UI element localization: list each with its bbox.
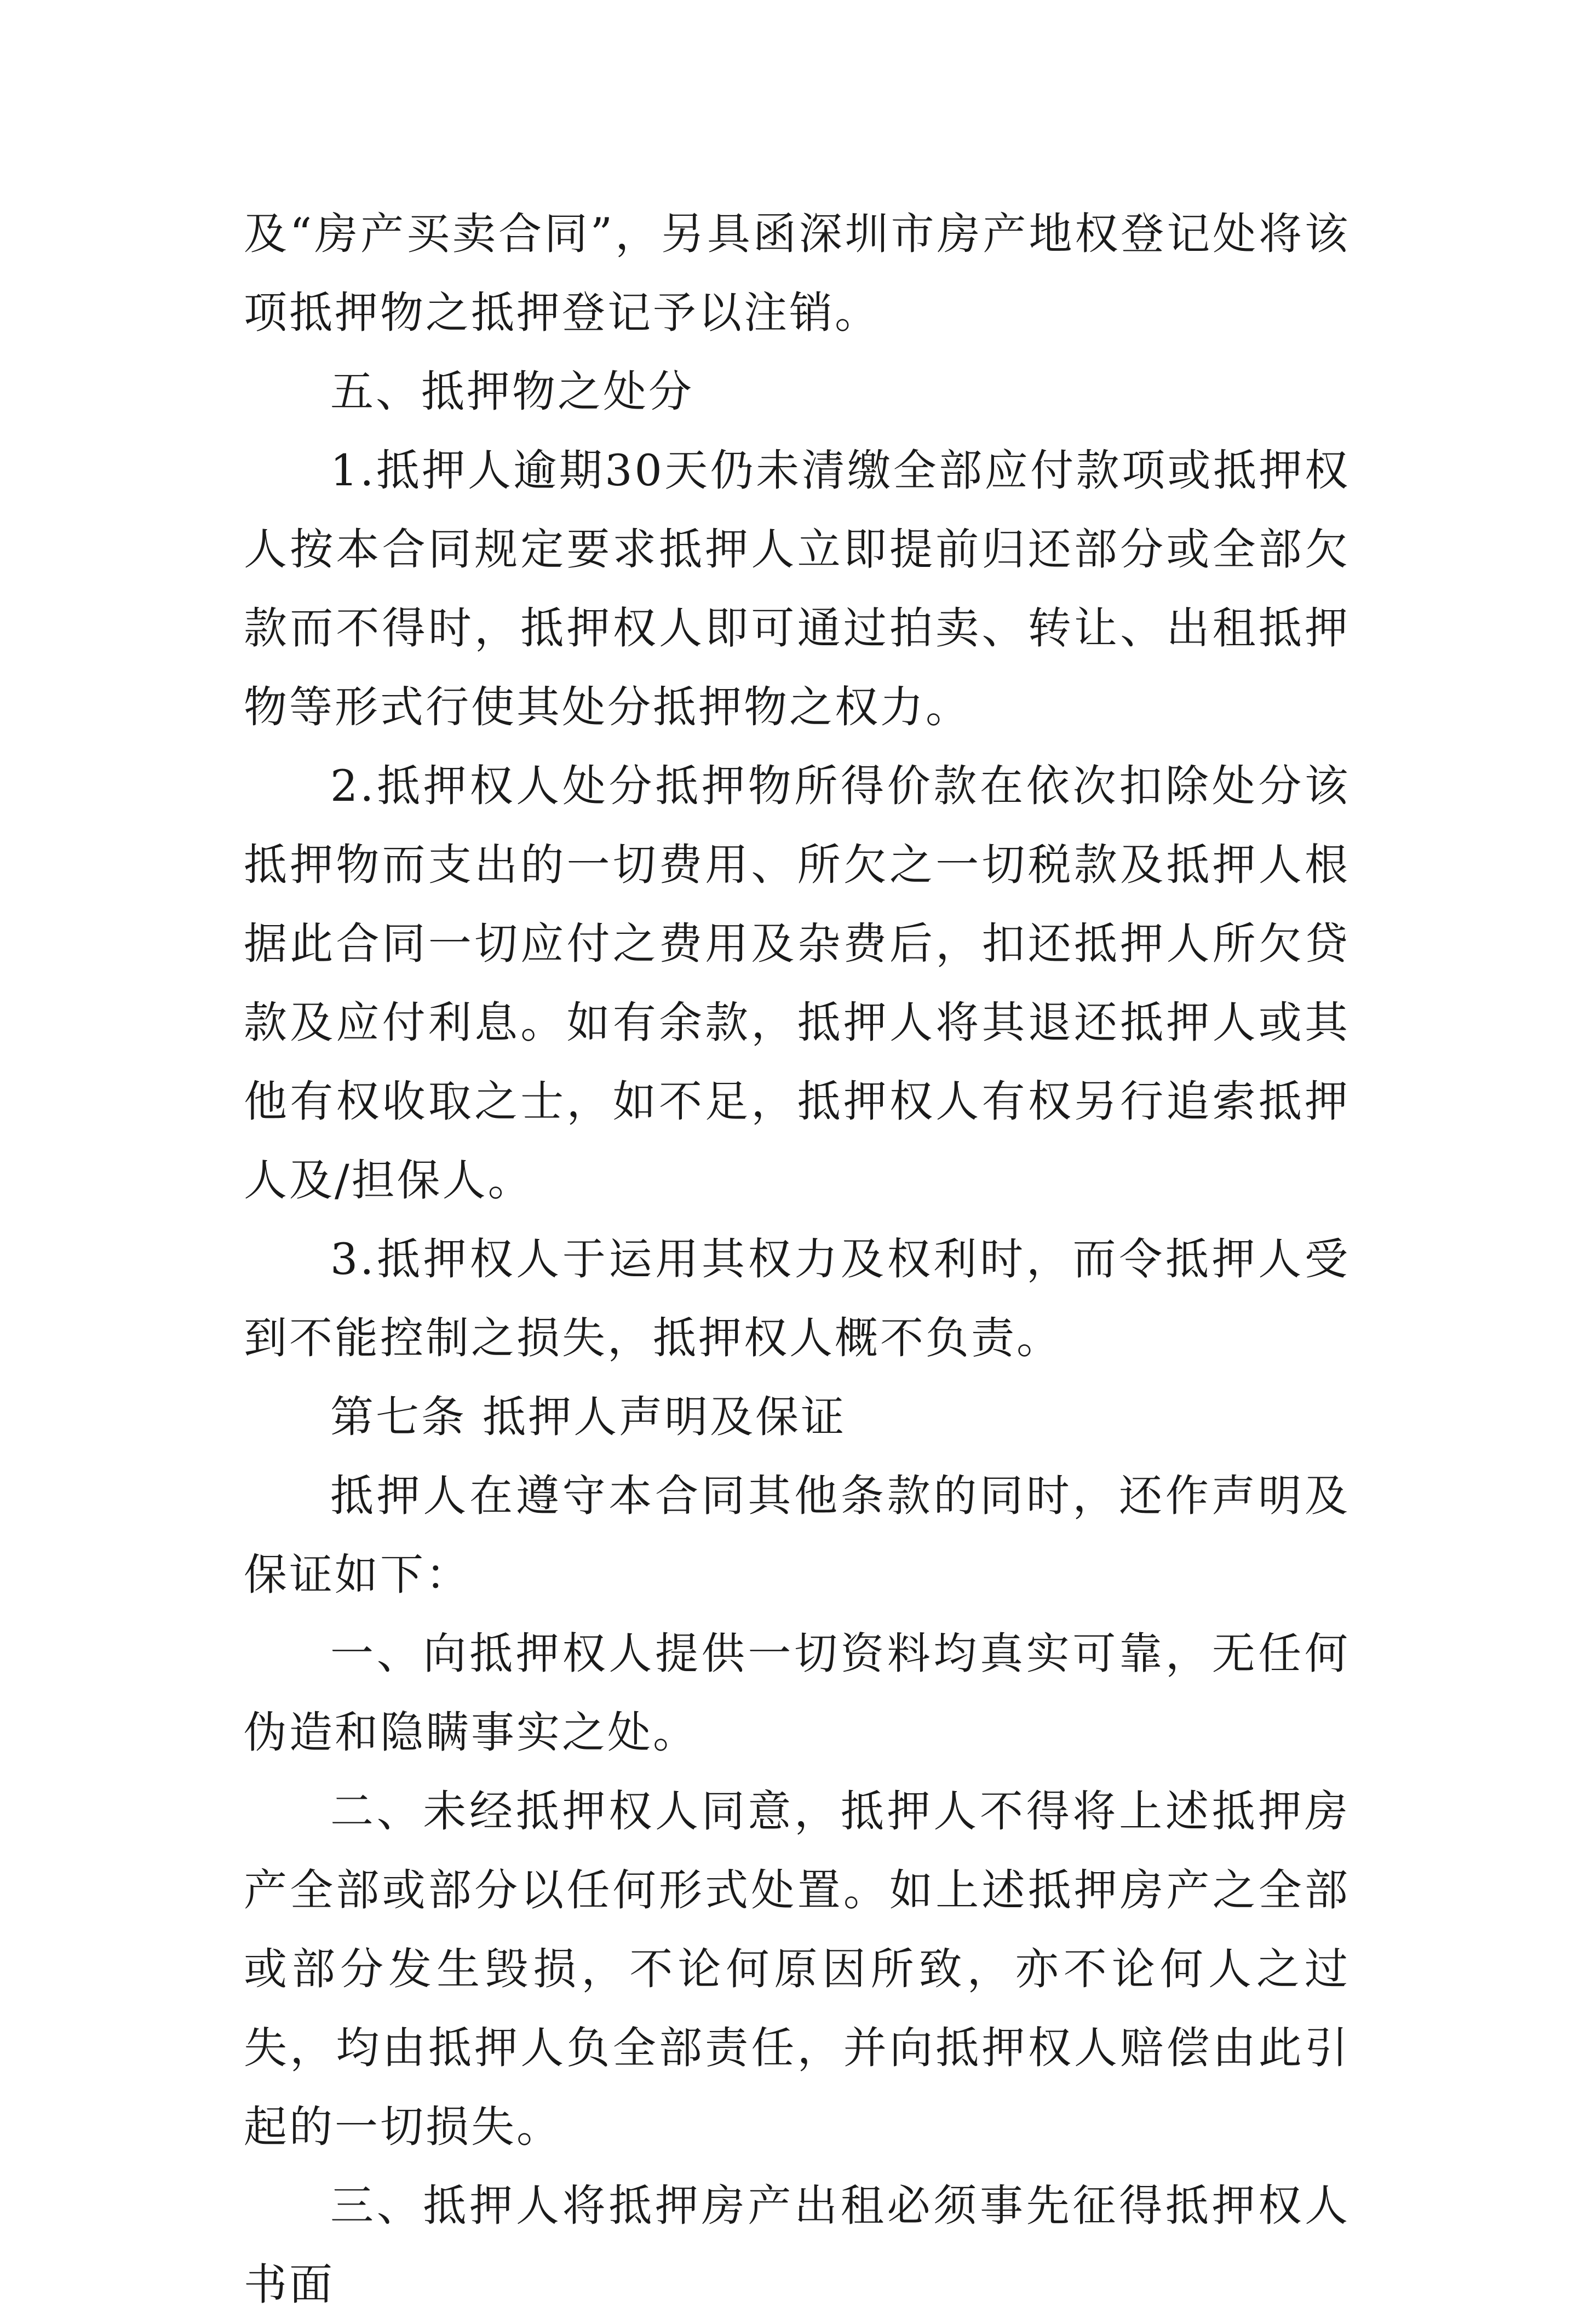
paragraph: 2.抵押权人处分抵押物所得价款在依次扣除处分该抵押物而支出的一切费用、所欠之一切税款及抵押人根据此合同一切应付之费用及杂费后，扣还抵押人所欠贷款及应付利息。如有余款，抵押人将其退还抵押人或其他有权收取之士，如不足，抵押权人有权另行追索抵押人及/担保人。 [244, 761, 1350, 1206]
paragraph: 抵押人在遵守本合同其他条款的同时，还作声明及保证如下： [244, 1471, 1350, 1600]
article-heading: 第七条 抵押人声明及保证 [330, 1392, 847, 1442]
paragraph: 及“房产买卖合同”，另具函深圳市房产地权登记处将该项抵押物之抵押登记予以注销。 [244, 209, 1350, 338]
paragraph: 一、向抵押权人提供一切资料均真实可靠，无任何伪造和隐瞒事实之处。 [244, 1628, 1350, 1758]
paragraph: 二、未经抵押权人同意，抵押人不得将上述抵押房产全部或部分以任何形式处置。如上述抵押房产之全部或部分发生毁损，不论何原因所致，亦不论何人之过失，均由抵押人负全部责任，并向抵押权人赔偿由此引起的一切损失。 [244, 1786, 1350, 2152]
document-body [244, 194, 1350, 2324]
paragraph: 三、抵押人将抵押房产出租必须事先征得抵押权人书面 [244, 2180, 1350, 2310]
paragraph: 1.抵押人逾期30天仍未清缴全部应付款项或抵押权人按本合同规定要求抵押人立即提前归还部分或全部欠款而不得时，抵押权人即可通过拍卖、转让、出租抵押物等形式行使其处分抵押物之权力。 [244, 445, 1350, 732]
paragraph: 3.抵押权人于运用其权力及权利时，而令抵押人受到不能控制之损失，抵押权人概不负责。 [244, 1234, 1350, 1363]
section-heading: 五、抵押物之处分 [330, 366, 694, 417]
